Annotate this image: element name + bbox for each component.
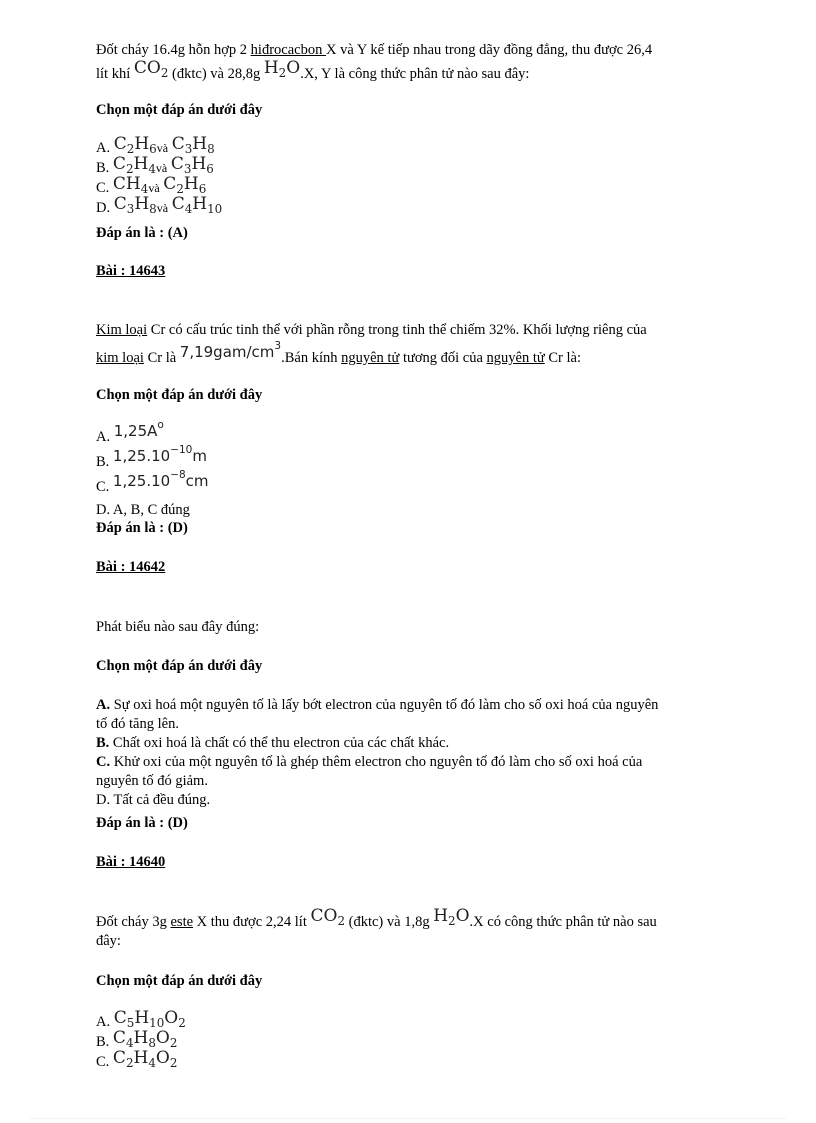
question-2-choose-heading: Chọn một đáp án dưới đây xyxy=(96,387,263,403)
question-2-answer: Đáp án là : (D) xyxy=(96,520,188,536)
option-c[interactable]: C. Khử oxi của một nguyên tố là ghép thêm electron cho nguyên tố đó làm cho số oxi hoá của nguyên tố đó giảm. xyxy=(96,754,643,789)
hidrocacbon-link[interactable]: hiđrocacbon xyxy=(250,42,326,58)
option-c[interactable]: C. $CH_4và$ $C_2H_6$ xyxy=(96,174,207,196)
nguyen-tu-link-2[interactable]: nguyên tử xyxy=(486,350,545,366)
h2o-formula: $H_2O$ xyxy=(433,906,470,928)
option-d[interactable]: D. A, B, C đúng xyxy=(96,502,190,518)
question-4-stem xyxy=(96,906,716,951)
question-3-answer: Đáp án là : (D) xyxy=(96,815,188,831)
question-2-options xyxy=(96,419,716,521)
question-3-choose-heading: Chọn một đáp án dưới đây xyxy=(96,658,263,674)
option-b[interactable]: B. $1,25.10^{-10}m$ xyxy=(96,444,207,470)
density-value: $7,19gam/cm^3$ xyxy=(179,340,282,361)
question-1-answer: Đáp án là : (A) xyxy=(96,225,188,241)
question-4-line-2: đây: xyxy=(96,933,121,949)
co2-formula: $CO_2$ xyxy=(133,58,169,80)
option-c[interactable]: C. $C_2H_4O_2$ xyxy=(96,1048,178,1070)
este-link[interactable]: este xyxy=(170,914,194,930)
option-d[interactable]: D. Tất cả đều đúng. xyxy=(96,792,211,808)
question-4-line-1: Đốt cháy 3g este X thu được 2,24 lít $CO_2$ (đktc) và 1,8g $H_2O.X$ có công thức phân tử nào sau xyxy=(96,906,657,930)
option-b[interactable]: B. $C_4H_8O_2$ xyxy=(96,1028,178,1050)
question-1-choose-heading: Chọn một đáp án dưới đây xyxy=(96,102,263,118)
option-c[interactable]: C. $1,25.10^{-8}cm$ xyxy=(96,469,209,495)
question-3-options xyxy=(96,696,716,810)
h2o-formula: $H_2O$ xyxy=(263,58,301,80)
question-2-stem xyxy=(96,321,716,368)
question-1-stem xyxy=(96,41,716,84)
question-1-line-2: lít khí $CO_2$ (đktc) và 28,8g $H_2O.X$, Y là công thức phân tử nào sau đây: xyxy=(96,58,530,82)
question-4-title: Bài : 14640 xyxy=(96,854,166,870)
question-3-title: Bài : 14642 xyxy=(96,559,166,575)
option-d[interactable]: D. $C_3H_8và$ $C_4H_{10}$ xyxy=(96,194,223,216)
nguyen-tu-link[interactable]: nguyên tử xyxy=(341,350,400,366)
option-a[interactable]: A. $C_2H_6và$ $C_3H_8$ xyxy=(96,134,215,156)
option-b[interactable]: B. Chất oxi hoá là chất có thể thu electron của các chất khác. xyxy=(96,735,450,751)
kim-loai-link-2[interactable]: kim loại xyxy=(96,350,144,366)
question-4-options xyxy=(96,1008,716,1072)
question-4-choose-heading: Chọn một đáp án dưới đây xyxy=(96,973,263,989)
question-2-title: Bài : 14643 xyxy=(96,263,166,279)
kim-loai-link[interactable]: Kim loại xyxy=(96,322,148,338)
page-bottom-divider xyxy=(30,1118,786,1119)
question-1-options xyxy=(96,134,716,218)
question-3-stem: Phát biểu nào sau đây đúng: xyxy=(96,619,260,635)
option-a[interactable]: A. $C_5H_{10}O_2$ xyxy=(96,1008,186,1030)
option-b[interactable]: B. $C_2H_4và$ $C_3H_6$ xyxy=(96,154,214,176)
option-a[interactable]: A. Sự oxi hoá một nguyên tố là lấy bớt electron của nguyên tố đó làm cho số oxi hoá của nguyên tố đó tăng lên. xyxy=(96,697,659,732)
question-2-line-1: Kim loại Cr có cấu trúc tinh thể với phần rỗng trong tinh thể chiếm 32%. Khối lượng riêng của xyxy=(96,322,647,338)
option-a[interactable]: A. $1,25A^o$ xyxy=(96,419,164,445)
question-1-line-1: Đốt cháy 16.4g hỗn hợp 2 hiđrocacbon X và Y kế tiếp nhau trong dãy đồng đẳng, thu được 26,4 xyxy=(96,42,653,58)
question-2-line-2: kim loại Cr là $7,19gam/cm^3.Bán$ kính nguyên tử tương đối của nguyên tử Cr là: xyxy=(96,340,581,366)
co2-formula: $CO_2$ xyxy=(310,906,346,928)
